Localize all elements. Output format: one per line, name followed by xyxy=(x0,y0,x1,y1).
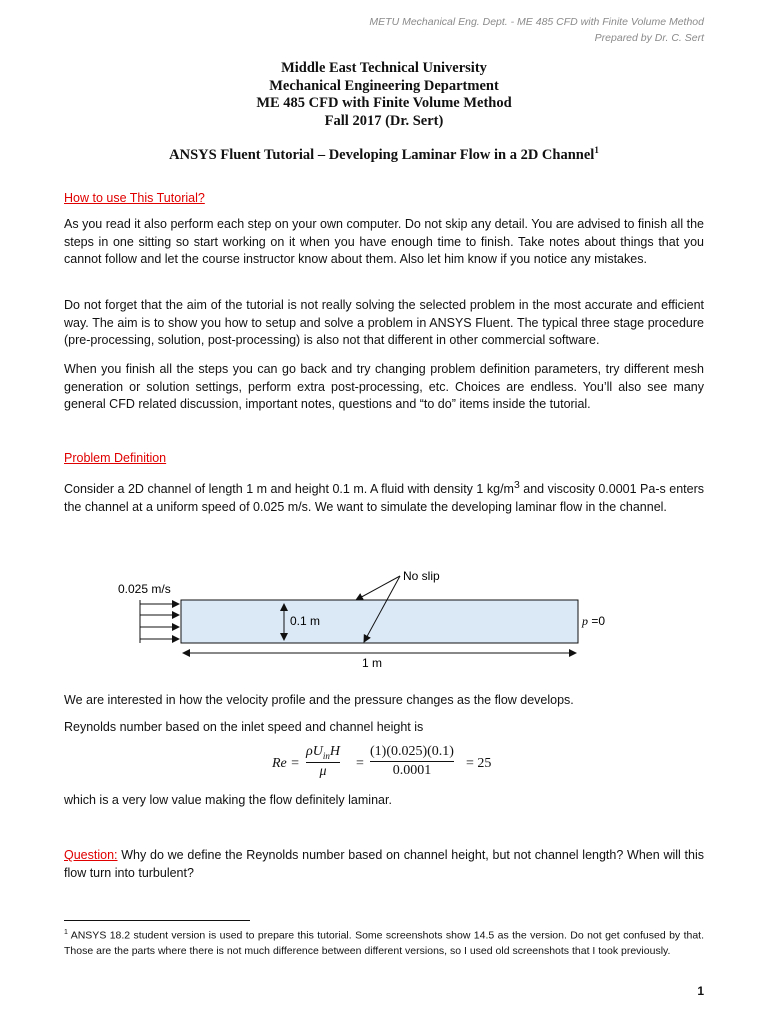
intro-paragraph-2: Do not forget that the aim of the tutorial is not really solving the selected problem in the most accurate and efficient way. The aim is to show you how to setup and solve a problem in ANSYS Fluent. The typical three stage procedure (pre-processing, solution, post-processing) is also not that different in other commercial software. xyxy=(64,298,704,347)
frac2-numerator: (1)(0.025)(0.1) xyxy=(370,744,454,759)
problem-text-b: and viscosity 0.0001 Pa-s enters the channel at a uniform speed of 0.025 m/s. We want to simulate the developing laminar flow in the channel. xyxy=(64,482,704,514)
outlet-pressure-label xyxy=(581,614,605,628)
intro-paragraph-1: As you read it also perform each step on your own computer. Do not skip any detail. You are advised to finish all the steps in one sitting so start working on it when you have enough time to finish. Take notes about things that you cannot follow and let the course instructor know about them. Also let him know if you notice any mistakes. xyxy=(64,217,704,266)
question-label: Question: xyxy=(64,848,118,862)
footnote-ref: 1 xyxy=(594,145,599,155)
university-title: Middle East Technical University xyxy=(281,60,487,76)
running-header xyxy=(369,14,704,46)
formula-fraction-numeric xyxy=(370,744,454,779)
frac1-num-end: H xyxy=(329,744,340,759)
inlet-speed-label: 0.025 m/s xyxy=(118,582,171,596)
reynolds-paragraph: Reynolds number based on the inlet speed and channel height is xyxy=(64,720,424,734)
height-label: 0.1 m xyxy=(290,614,321,628)
footnote-text: ANSYS 18.2 student version is used to prepare this tutorial. Some screenshots show 14.5 as the version. Do not get confused by that. Those are the parts where there is not much difference between different versions, so I used old screenshots that I took previously. xyxy=(64,929,704,957)
frac1-num-main: ρU xyxy=(306,744,323,759)
formula-equals: = xyxy=(356,756,364,771)
tutorial-title-text: ANSYS Fluent Tutorial – Developing Laminar Flow in a 2D Channel xyxy=(169,146,595,163)
frac1-denominator: μ xyxy=(319,763,327,779)
intro-paragraph-3: When you finish all the steps you can go back and try changing problem definition parameters, try different mesh generation or solution settings, perform extra post-processing, etc. Choices are endless. You’ll also see many general CFD related discussion, important notes, questions and “to do” items inside the tutorial. xyxy=(64,362,704,411)
frac1-numerator xyxy=(306,744,340,761)
length-label: 1 m xyxy=(362,656,383,670)
page-number: 1 xyxy=(697,984,704,998)
interest-paragraph: We are interested in how the velocity profile and the pressure changes as the flow develops. xyxy=(64,693,574,707)
formula-re: Re xyxy=(272,756,287,771)
tutorial-title xyxy=(0,145,768,164)
footnote xyxy=(64,925,704,959)
problem-text-a: Consider a 2D channel of length 1 m and height 0.1 m. A fluid with density 1 kg/m xyxy=(64,482,514,497)
outlet-p: p xyxy=(582,614,588,628)
problem-paragraph xyxy=(64,477,704,516)
units-superscript: 3 xyxy=(513,480,520,491)
footnote-marker: 1 xyxy=(64,929,68,936)
header-line-author: Prepared by Dr. C. Sert xyxy=(594,32,704,44)
channel-diagram xyxy=(0,560,768,675)
title-block xyxy=(0,60,768,130)
formula-result: = 25 xyxy=(466,756,492,771)
question-paragraph xyxy=(64,847,704,882)
laminar-paragraph: which is a very low value making the flow definitely laminar. xyxy=(64,793,392,807)
frac1-num-sub: in xyxy=(322,750,330,761)
outlet-eq: =0 xyxy=(588,614,606,628)
formula-fraction-symbolic xyxy=(306,744,340,780)
how-to-heading: How to use This Tutorial? xyxy=(64,191,205,205)
course-title: ME 485 CFD with Finite Volume Method xyxy=(256,95,512,111)
frac2-denominator: 0.0001 xyxy=(392,763,432,778)
formula-lhs: Re = xyxy=(272,756,300,771)
frac2-bar xyxy=(370,761,454,762)
question-text: Why do we define the Reynolds number based on channel height, but not channel length? When will this flow turn into turbulent? xyxy=(64,848,704,880)
footnote-divider xyxy=(64,920,250,921)
header-line-course: METU Mechanical Eng. Dept. - ME 485 CFD with Finite Volume Method xyxy=(369,16,704,28)
channel-rect xyxy=(181,600,578,643)
frac1-bar xyxy=(306,762,340,763)
no-slip-label: No slip xyxy=(403,569,440,583)
problem-heading: Problem Definition xyxy=(64,451,167,465)
reynolds-formula xyxy=(272,744,512,788)
department-title: Mechanical Engineering Department xyxy=(269,77,499,94)
term-title: Fall 2017 (Dr. Sert) xyxy=(324,112,444,129)
